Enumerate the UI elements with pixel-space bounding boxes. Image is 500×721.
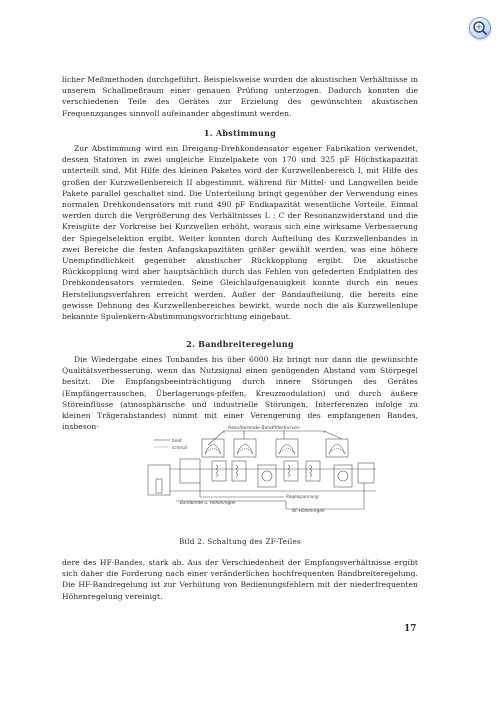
zoom-in-icon (471, 19, 489, 37)
legend-wide-label: breit (172, 438, 182, 443)
nf-tone-label: NF-Höhenregler (292, 508, 325, 513)
rule-voltage-label: Regelspannung (286, 494, 319, 499)
circuit-figure (136, 421, 390, 517)
section1-text: Zur Abstimmung wird ein Dreigang-Drehkondensator eigener Fabrikation verwendet, dessen Statoren in zwei ungleiche Einzelpakete von 170 und 325 pF Höchstkapazität unterteilt sind. Mit Hilfe des kleinen Paketes wird der Kurzwellenbereich I, mit Hilfe des großen der Kurzwellenbereich II abgestimmt, während für Mittel- und Langwellen beide Pakete parallel geschaltet sind. Die Unterteilung bringt gegenüber der Verwendung eines normalen Drehkondensators mit rund 490 pF Endkapazität wesentliche Vorteile. Einmal werden durch die Vergrößerung des Verhältnisses L : C der Resonanzwiderstand und die Kreisgüte der Vorkreise bei Kurzwellen erhöht, woraus sich eine wirksame Verbesserung der Spiegelselektion ergibt. Weiter konnten durch Aufteilung des Kurzwellenbandes in zwei Bereiche die festen Anfangskapazitäten größer gewählt werden, was eine höhere Unempfindlichkeit gegenüber akustischer Rückkopplung ergibt. Die akustische Rückkopplung wird aber hauptsächlich durch das Fehlen von gefederten Endplatten des Drehkondensators vermieden. Seine Gleichlaufgenauigkeit konnte durch ein neues Herstellungsverfahren erreicht werden. Außer der Bandaufteilung, die bereits eine gewisse Dehnung des Kurzwellenbereiches bewirkt, wurde noch die als Kurzwellenlupe bekannte Spulenkern-Abstimmungsvorrichtung eingebaut. (62, 144, 418, 322)
page-number: 17 (404, 624, 417, 634)
closing-text: dere des HF-Bandes, stark ab. Aus der Verschiedenheit der Empfangsverhältnisse ergibt sich daher die Forderung nach einer veränderlichen hochfrequenten Bandbreiteregelung. Die HF-Bandregelung ist zur Verhütung von Bedienungsfehlern mit der niederfrequenten Höhenregelung vereinigt. (62, 558, 418, 601)
intro-text: licher Meßmethoden durchgeführt. Beispielsweise wurden die akustischen Verhältnisse in unserem Schallmeßraum einer genauen Prüfung unterzogen. Dadurch konnten die verschiedenen Teile des Gerätes zur Erzielung des gewünschten akustischen Frequenzganges sinnvoll aufeinander abgestimmt werden. (62, 75, 418, 118)
intro-paragraph (62, 74, 418, 119)
zoom-label: + (475, 22, 483, 32)
resulting-curves-label: Resultierende Bandfilterkurven (228, 426, 300, 431)
section2-text: Die Wiedergabe eines Tonbandes bis über 6000 Hz bringt nur dann die gewünschte Qualitätsverbesserung, wenn das Nutzsignal einen genügenden Abstand vom Störpegel besitzt. Die Empfangsbeeinträchtigung durch innere Störungen des Gerätes (Empfängerrauschen, Überlagerungs-pfeifen, Kreuzmodulation) und durch äußere Störeinflüsse (atmosphärische und industrielle Störungen, Interferenzen infolge zu kleinen Trägerabstandes) nimmt mit einer Verengerung des empfangenen Bandes, insbeson- (62, 355, 418, 432)
section1-title: 1. Abstimmung (203, 128, 277, 138)
section1-paragraph (62, 143, 418, 322)
closing-paragraph (62, 557, 418, 602)
legend-narrow-label: schmal (172, 445, 187, 450)
bandwidth-label: Bandbreite u. Höhenregler (180, 500, 236, 505)
figure-caption: Bild 2. Schaltung des ZF-Teiles (178, 537, 302, 546)
if-circuit-diagram (136, 421, 390, 517)
zoom-in-button[interactable] (469, 17, 491, 39)
section2-title: 2. Bandbreiteregelung (186, 339, 294, 349)
